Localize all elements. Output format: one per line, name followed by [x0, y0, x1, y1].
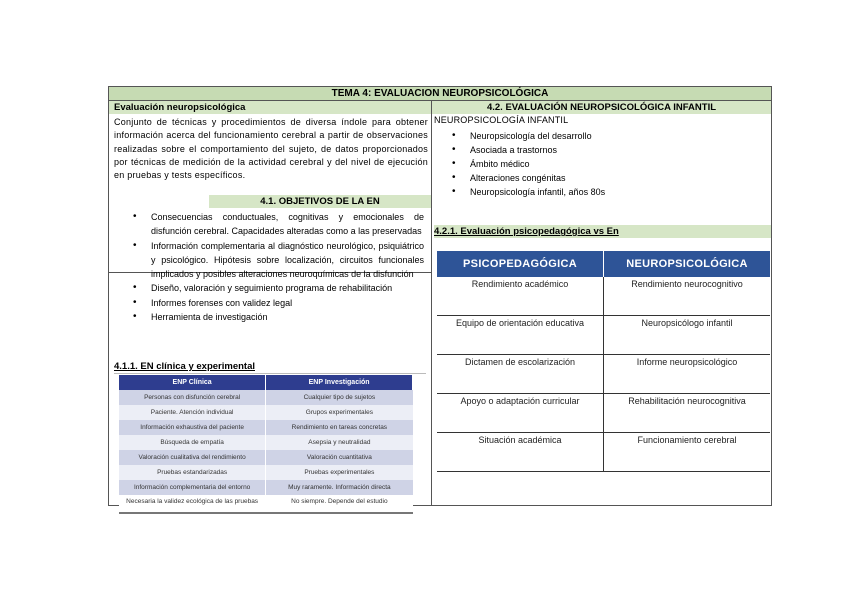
table-cell: Valoración cuantitativa: [266, 450, 413, 465]
table-cell: Personas con disfunción cerebral: [119, 390, 266, 405]
table-row: [119, 405, 413, 420]
psico-vs-neuro-table: [437, 251, 770, 472]
table-cell: Información complementaria del entorno: [119, 480, 266, 495]
table-row: [437, 277, 770, 316]
table-cell: Información exhaustiva del paciente: [119, 420, 266, 435]
table-row: [119, 495, 413, 523]
table-cell: Rendimiento neurocognitivo: [604, 277, 771, 316]
table-cell: Cualquier tipo de sujetos: [266, 390, 413, 405]
list-item: • Ámbito médico: [452, 157, 752, 171]
table-row: [437, 355, 770, 394]
table-header: ENP Investigación: [266, 375, 413, 390]
table-cell: Equipo de orientación educativa: [437, 316, 604, 355]
list-item: • Alteraciones congénitas: [452, 171, 752, 185]
table-cell: Rehabilitación neurocognitiva: [604, 394, 771, 433]
table-header: NEUROPSICOLÓGICA: [604, 251, 771, 277]
section-title-evaluacion: Evaluación neuropsicológica: [109, 101, 431, 114]
list-item: • Diseño, valoración y seguimiento programa de rehabilitación: [133, 281, 424, 295]
subtitle-infantil: NEUROPSICOLOGÍA INFANTIL: [434, 115, 569, 125]
table-cell: Rendimiento académico: [437, 277, 604, 316]
table-row: [119, 435, 413, 450]
list-item: • Informes forenses con validez legal: [133, 296, 424, 310]
table-row: [437, 316, 770, 355]
table-header: ENP Clínica: [119, 375, 266, 390]
objectives-list: [133, 210, 424, 325]
table-cell: Grupos experimentales: [266, 405, 413, 420]
table-cell: Búsqueda de empatía: [119, 435, 266, 450]
list-item: • Consecuencias conductuales, cognitivas y emocionales de disfunción cerebral. Capacidades alteradas como a las preservadas: [133, 210, 424, 238]
infantil-list: [452, 129, 752, 199]
table-cell: Neuropsicólogo infantil: [604, 316, 771, 355]
table-cell: Pruebas experimentales: [266, 465, 413, 480]
table-row: [437, 433, 770, 472]
table-cell: Asepsia y neutralidad: [266, 435, 413, 450]
table-cell: No siempre. Depende del estudio: [266, 495, 413, 523]
table-cell: Dictamen de escolarización: [437, 355, 604, 394]
table-row: [119, 390, 413, 405]
table-cell: Muy raramente. Información directa: [266, 480, 413, 495]
table-row: [437, 394, 770, 433]
document-sheet: [108, 86, 772, 506]
intro-paragraph: Conjunto de técnicas y procedimientos de diversa índole para obtener información acerca del funcionamiento cerebral a partir de observaciones realizadas sobre el comportamiento del sujeto, de datos proporcionados por técnicas de medición de la actividad cerebral y del nivel de ejecución en pruebas y tests específicos.: [114, 117, 428, 181]
section-title-infantil: 4.2. EVALUACIÓN NEUROPSICOLÓGICA INFANTIL: [432, 101, 771, 114]
table-row: [119, 465, 413, 480]
main-title: TEMA 4: EVALUACION NEUROPSICOLÓGICA: [109, 87, 771, 101]
enp-comparison-table: [119, 375, 413, 523]
table-cell: Pruebas estandarizadas: [119, 465, 266, 480]
table-cell: Valoración cualitativa del rendimiento: [119, 450, 266, 465]
table-cell: Situación académica: [437, 433, 604, 472]
table-row: [119, 480, 413, 495]
table-bottom-rule: [119, 512, 413, 514]
table-cell: Funcionamiento cerebral: [604, 433, 771, 472]
list-item: • Neuropsicología infantil, años 80s: [452, 185, 752, 199]
clinical-title: 4.1.1. EN clínica y experimental: [114, 360, 426, 374]
table-row: [119, 450, 413, 465]
objectives-title: 4.1. OBJETIVOS DE LA EN: [209, 195, 431, 208]
list-item: • Herramienta de investigación: [133, 310, 424, 324]
table-cell: Apoyo o adaptación curricular: [437, 394, 604, 433]
table-row: [119, 420, 413, 435]
table-cell: Rendimiento en tareas concretas: [266, 420, 413, 435]
list-item: • Información complementaria al diagnóstico neurológico, psiquiátrico y psicológico. Hipótesis sobre localización, circuitos funcionales implicados y posibles alteraciones neuroquímicas de la disfunción: [133, 239, 424, 281]
table-cell: Informe neuropsicológico: [604, 355, 771, 394]
column-divider: [431, 101, 432, 506]
comparison-title: 4.2.1. Evaluación psicopedagógica vs En: [434, 225, 771, 238]
table-cell: Paciente. Atención individual: [119, 405, 266, 420]
table-header: PSICOPEDAGÓGICA: [437, 251, 604, 277]
table-cell: Necesaria la validez ecológica de las pruebas: [119, 495, 266, 523]
list-item: • Asociada a trastornos: [452, 143, 752, 157]
list-item: • Neuropsicología del desarrollo: [452, 129, 752, 143]
